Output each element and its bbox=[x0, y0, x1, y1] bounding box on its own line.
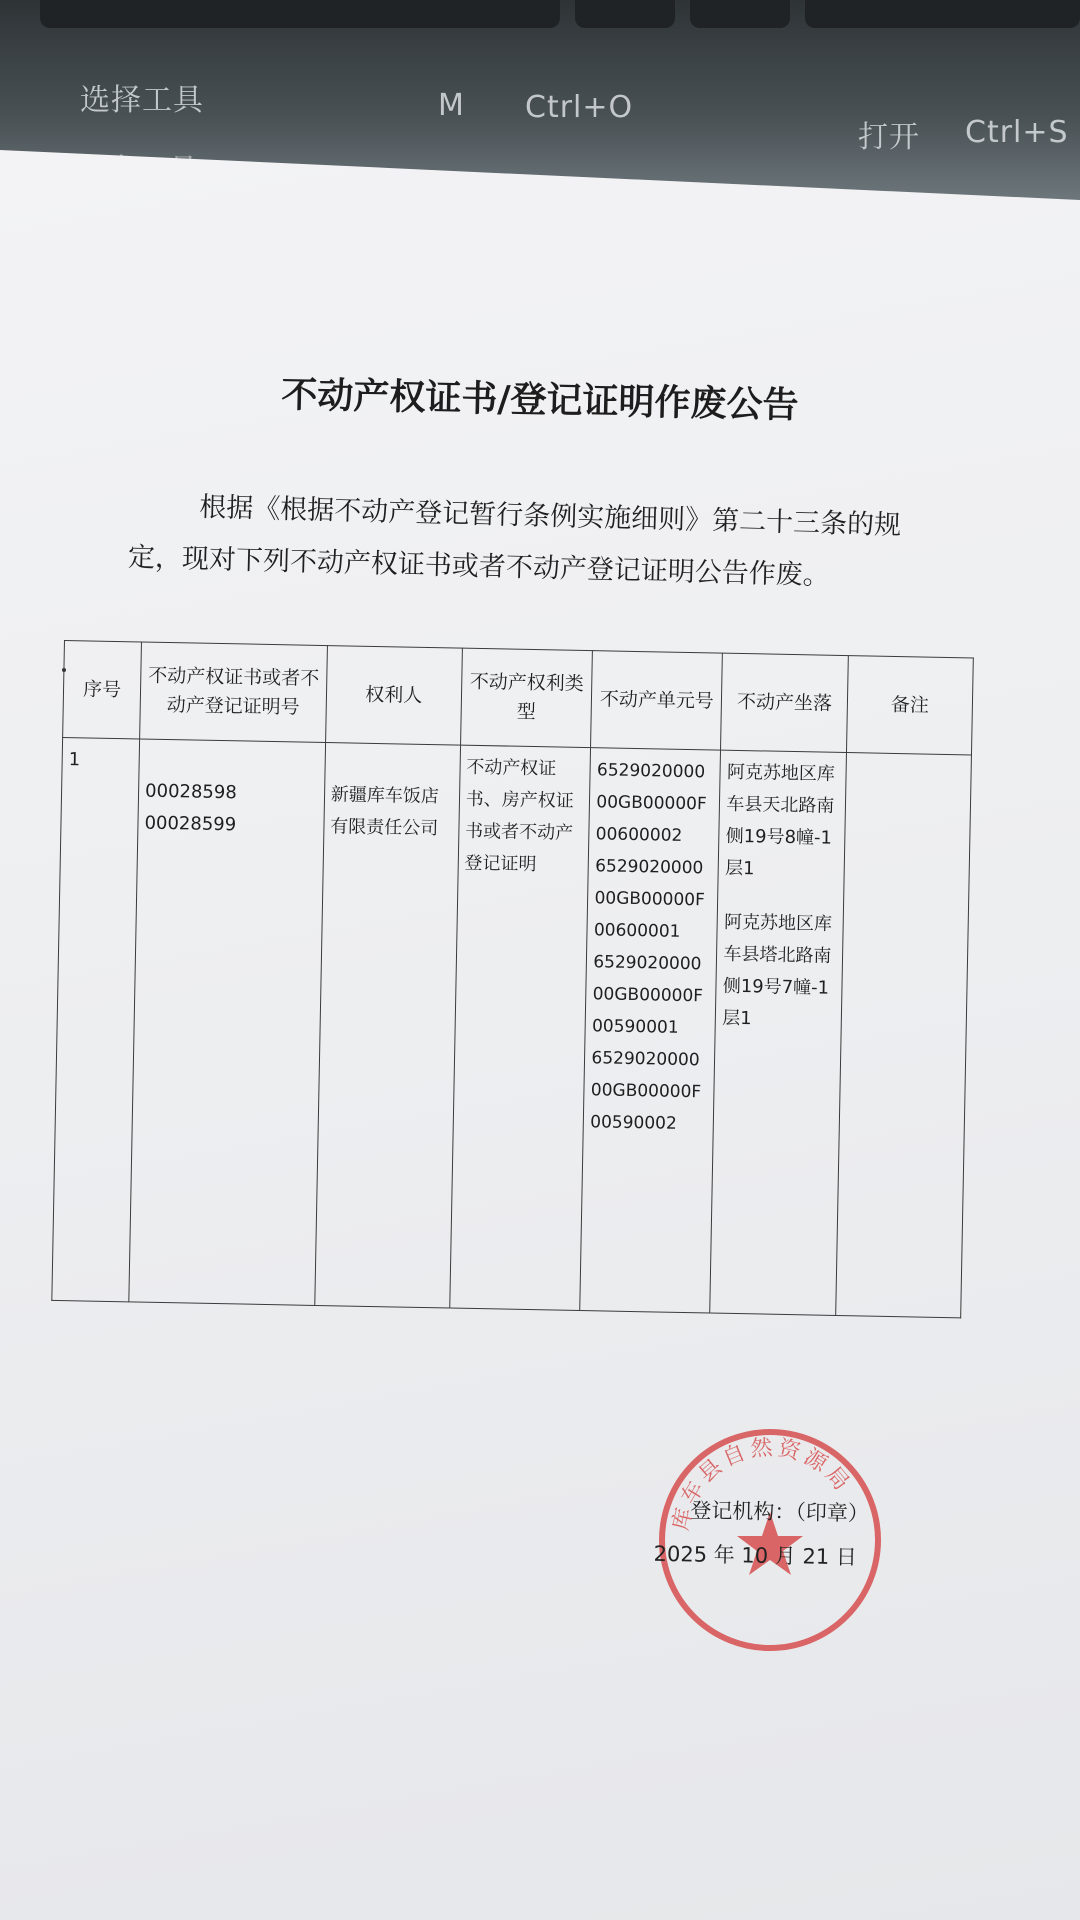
cell-owner bbox=[315, 743, 461, 1308]
agency-label: 登记机构：（印章） bbox=[690, 1498, 870, 1526]
unit-number: 652902000000GB00000F00590002 bbox=[590, 1048, 702, 1134]
unit-number: 652902000000GB00000F00600002 bbox=[595, 760, 707, 846]
header-seq: 序号 bbox=[63, 641, 142, 739]
keyboard-key bbox=[805, 0, 1080, 28]
header-location: 不动产坐落 bbox=[721, 653, 848, 752]
cert-number: 00028599 bbox=[144, 812, 237, 836]
bg-menu-text: 选择工具 bbox=[80, 83, 204, 118]
unit-number: 652902000000GB00000F00600001 bbox=[593, 856, 706, 942]
location-value: 阿克苏地区库车县天北路南侧19号8幢-1层1 bbox=[724, 761, 836, 880]
header-cert: 不动产权证书或者不动产登记证明号 bbox=[140, 642, 328, 743]
signature-block bbox=[653, 1488, 870, 1579]
location-gap bbox=[724, 885, 837, 909]
seq-value: 1 bbox=[68, 749, 81, 771]
notice-date: 2025 年 10 月 21 日 bbox=[653, 1541, 858, 1570]
cell-right-type bbox=[449, 745, 591, 1310]
paragraph-line: 根据《根据不动产登记暂行条例实施细则》第二十三条的规 bbox=[198, 491, 902, 542]
table-row bbox=[52, 737, 972, 1317]
bg-menu-text: M bbox=[438, 88, 465, 123]
document-paragraph bbox=[127, 480, 959, 606]
header-right-type: 不动产权利类型 bbox=[460, 648, 593, 747]
cert-number: 00028598 bbox=[144, 780, 237, 804]
keyboard-key bbox=[575, 0, 675, 28]
bg-menu-text: 打开 bbox=[858, 120, 920, 155]
cell-seq bbox=[52, 737, 140, 1301]
notice-table bbox=[51, 640, 974, 1318]
header-unit-number: 不动产单元号 bbox=[591, 651, 723, 750]
paragraph-line: 定，现对下列不动产权证书或者不动产登记证明公告作废。 bbox=[127, 541, 831, 592]
document-title: 不动产权证书/登记证明作废公告 bbox=[280, 374, 799, 427]
cell-note bbox=[836, 753, 972, 1318]
seal-text: 库车县自然资源局 bbox=[668, 1435, 856, 1533]
header-owner: 权利人 bbox=[325, 646, 462, 746]
right-type-value: 不动产权证书、房产权证书或者不动产登记证明 bbox=[464, 756, 574, 876]
location-value: 阿克苏地区库车县塔北路南侧19号7幢-1层1 bbox=[722, 911, 833, 1030]
table-header-row bbox=[63, 641, 974, 755]
keyboard-key bbox=[40, 0, 560, 28]
notice-table-wrap bbox=[51, 640, 974, 1318]
unit-number: 652902000000GB00000F00590001 bbox=[591, 952, 704, 1038]
cell-cert bbox=[129, 739, 326, 1305]
cell-unit-number bbox=[580, 748, 721, 1313]
header-note: 备注 bbox=[846, 656, 973, 755]
keyboard-key bbox=[690, 0, 790, 28]
bg-menu-text: Ctrl+S bbox=[965, 115, 1069, 150]
bg-menu-text: Ctrl+O bbox=[525, 90, 634, 125]
cell-location bbox=[710, 750, 846, 1315]
owner-value: 新疆库车饭店有限责任公司 bbox=[330, 784, 440, 840]
